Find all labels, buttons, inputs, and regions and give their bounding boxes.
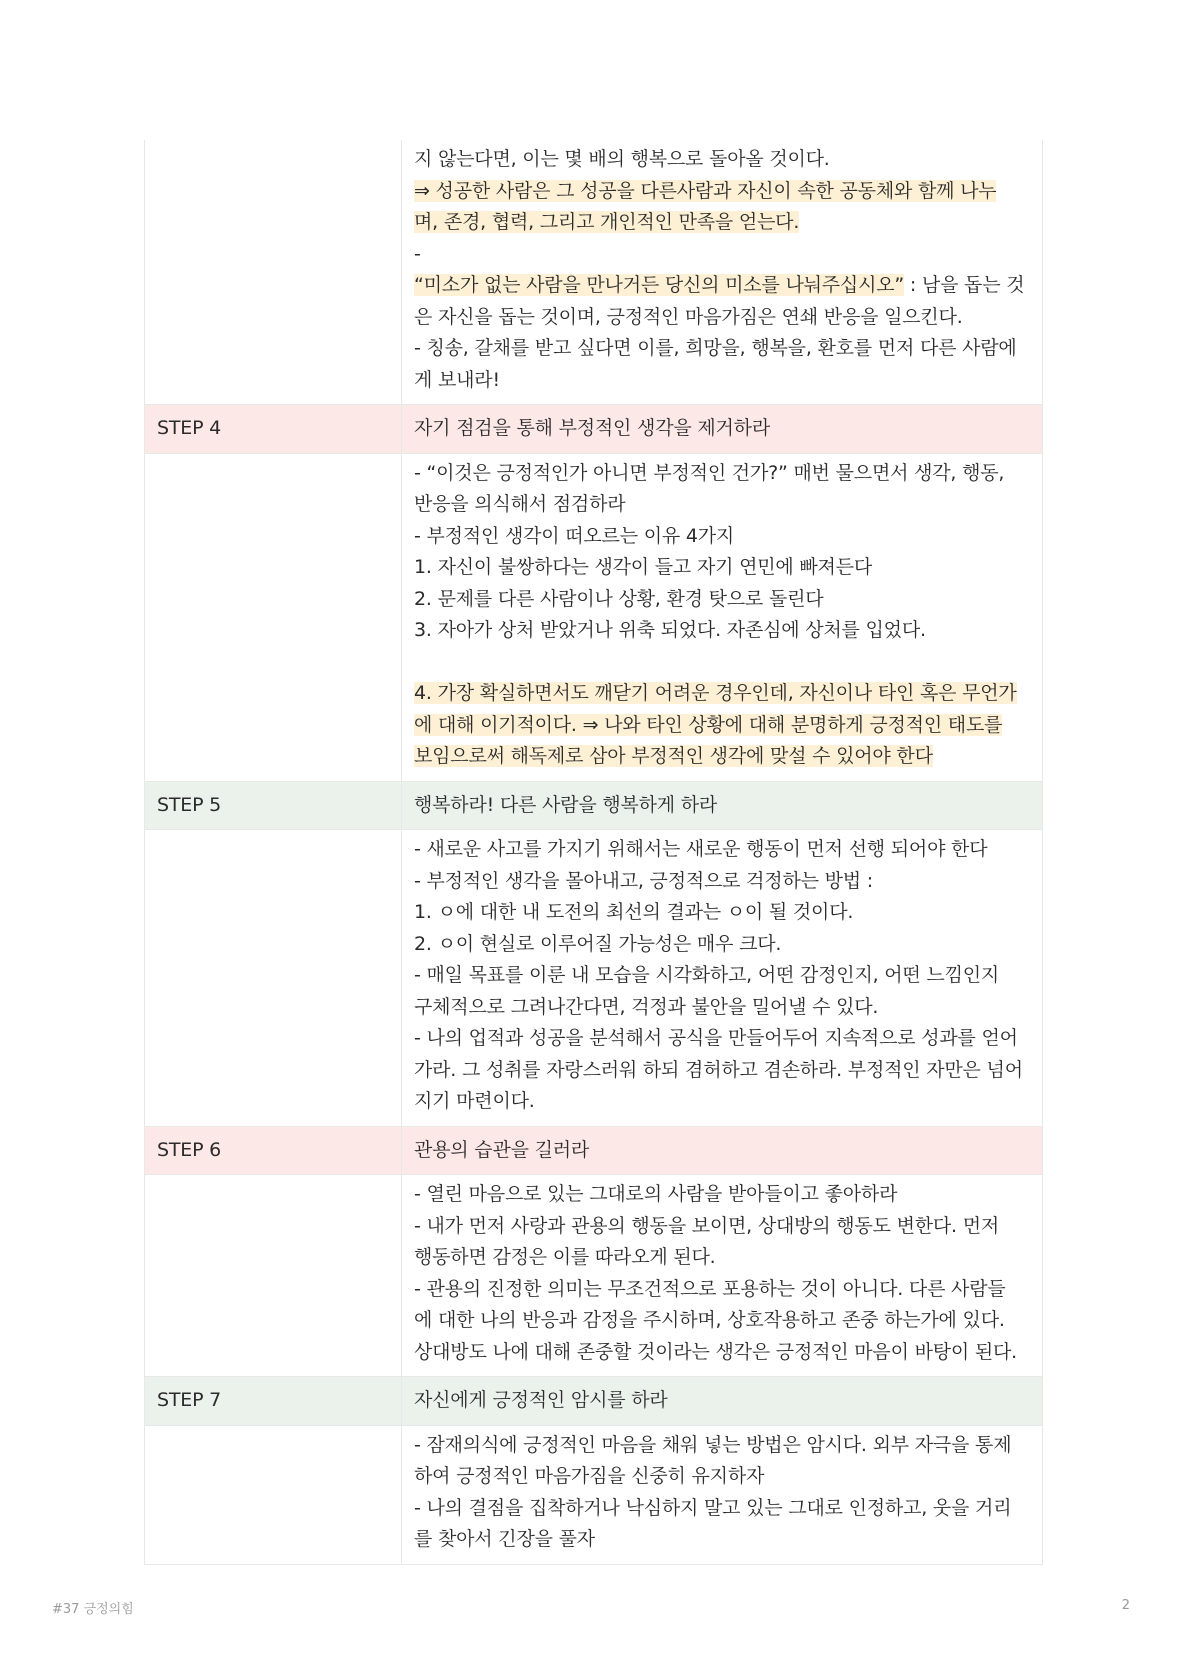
content-line [414,365,1030,397]
content-line [414,552,1030,584]
step-content [402,140,1043,405]
line-text: 지 않는다면, 이는 몇 배의 행복으로 돌아올 것이다. [414,148,830,170]
content-line [414,615,1030,647]
step-title: 관용의 습관을 길러라 [402,1126,1043,1175]
line-text: 가라. 그 성취를 자랑스러워 하되 겸허하고 겸손하라. 부정적인 자만은 넘어 [414,1058,1023,1081]
content-line [414,678,1030,710]
content-line [414,302,1030,334]
highlighted-text: 4. 가장 확실하면서도 깨닫기 어려운 경우인데, 자신이나 타인 혹은 무언가 [414,682,1017,704]
step-header-row [145,1377,1043,1426]
content-line [414,333,1030,365]
empty-label-cell [145,453,402,781]
empty-label-cell [145,830,402,1127]
content-line [414,897,1030,929]
content-line [414,929,1030,961]
highlighted-text: ⇒ 성공한 사람은 그 성공을 다른사람과 자신이 속한 공동체와 함께 나누 [414,179,997,202]
footer-doc-title: #37 긍정의힘 [52,1602,134,1617]
line-text: 구체적으로 그려나간다면, 걱정과 불안을 밀어낼 수 있다. [414,995,879,1018]
content-line [414,584,1030,616]
step-content [402,453,1043,781]
step-label: STEP 4 [145,405,402,454]
content-line [414,1055,1030,1087]
content-line [414,960,1030,992]
content-line [414,741,1030,773]
content-line [414,1461,1030,1493]
empty-label-cell [145,140,402,405]
line-text: - “이것은 긍정적인가 아니면 부정적인 건가?” 매번 물으면서 생각, 행동, [414,461,1005,484]
line-text: 에 대한 나의 반응과 감정을 주시하며, 상호작용하고 존중 하는가에 있다. [414,1309,1005,1331]
content-line [414,866,1030,898]
line-text: 반응을 의식해서 점검하라 [414,493,626,515]
highlighted-text: 보임으로써 해독제로 삼아 부정적인 생각에 맞설 수 있어야 한다 [414,745,933,767]
line-text: - 부정적인 생각이 떠오르는 이유 4가지 [414,524,735,547]
step-label: STEP 7 [145,1377,402,1426]
step-content-row [145,1425,1043,1564]
content-line [414,1086,1030,1118]
line-text: 1. ㅇ에 대한 내 도전의 최선의 결과는 ㅇ이 될 것이다. [414,901,854,923]
empty-label-cell [145,1175,402,1377]
content-line [414,270,1030,302]
step-content-row [145,830,1043,1127]
step-content [402,1425,1043,1564]
step-content [402,830,1043,1127]
highlighted-text: 며, 존경, 협력, 그리고 개인적인 만족을 얻는다. [414,211,800,233]
line-text: - 칭송, 갈채를 받고 싶다면 이를, 희망을, 행복을, 환호를 먼저 다른 사람에 [414,337,1017,359]
line-text: - 새로운 사고를 가지기 위해서는 새로운 행동이 먼저 선행 되어야 한다 [414,838,988,860]
content-line [414,834,1030,866]
line-text: - 내가 먼저 사랑과 관용의 행동을 보이면, 상대방의 행동도 변한다. 먼저 [414,1214,1000,1237]
content-line [414,176,1030,208]
line-text: 하여 긍정적인 마음가짐을 신중히 유지하자 [414,1465,765,1487]
step-title: 자기 점검을 통해 부정적인 생각을 제거하라 [402,405,1043,454]
content-line [414,521,1030,553]
line-text: 상대방도 나에 대해 존중할 것이라는 생각은 긍정적인 마음이 바탕이 된다. [414,1340,1018,1363]
line-text: - 열린 마음으로 있는 그대로의 사람을 받아들이고 좋아하라 [414,1183,898,1205]
step-content-row [145,140,1043,405]
content-line [414,1430,1030,1462]
line-text: 2. 문제를 다른 사람이나 상황, 환경 탓으로 돌린다 [414,587,824,610]
line-text: 지기 마련이다. [414,1090,535,1112]
content-line [414,1211,1030,1243]
content-line [414,207,1030,239]
line-text: - 매일 목표를 이룬 내 모습을 시각화하고, 어떤 감정인지, 어떤 느낌인지 [414,964,1000,986]
line-text: 은 자신을 돕는 것이며, 긍정적인 마음가짐은 연쇄 반응을 일으킨다. [414,305,963,328]
line-text: - [414,242,421,265]
content-line [414,239,1030,271]
step-header-row [145,405,1043,454]
content-line [414,1493,1030,1525]
content-line [414,1179,1030,1211]
content-line [414,458,1030,490]
line-text: - 잠재의식에 긍정적인 마음을 채워 넣는 방법은 암시다. 외부 자극을 통제 [414,1433,1012,1456]
content-line [414,1023,1030,1055]
content-line [414,1337,1030,1369]
content-line [414,647,1030,679]
step-title: 자신에게 긍정적인 암시를 하라 [402,1377,1043,1426]
steps-table [144,140,1043,1565]
content-line [414,144,1030,176]
step-label: STEP 6 [145,1126,402,1175]
content-line [414,1305,1030,1337]
content-line [414,1524,1030,1556]
line-text: : 남을 돕는 것 [904,274,1025,296]
step-header-row [145,781,1043,830]
line-text: - 부정적인 생각을 몰아내고, 긍정적으로 걱정하는 방법 : [414,869,873,892]
line-text: - 관용의 진정한 의미는 무조건적으로 포용하는 것이 아니다. 다른 사람들 [414,1277,1006,1300]
line-text: 를 찾아서 긴장을 풀자 [414,1528,595,1550]
line-text: 2. ㅇ이 현실로 이루어질 가능성은 매우 크다. [414,932,782,955]
line-text: 게 보내라! [414,368,500,391]
content-line [414,1274,1030,1306]
step-header-row [145,1126,1043,1175]
empty-label-cell [145,1425,402,1564]
footer-page-number: 2 [1121,1598,1130,1613]
step-content-row [145,453,1043,781]
content-line [414,710,1030,742]
step-content-row [145,1175,1043,1377]
step-content [402,1175,1043,1377]
line-text: 3. 자아가 상처 받았거나 위축 되었다. 자존심에 상처를 입었다. [414,619,926,641]
content-line [414,1242,1030,1274]
step-label: STEP 5 [145,781,402,830]
highlighted-text: 에 대해 이기적이다. ⇒ 나와 타인 상황에 대해 분명하게 긍정적인 태도를 [414,713,1003,736]
line-text: - 나의 업적과 성공을 분석해서 공식을 만들어두어 지속적으로 성과를 얻어 [414,1027,1018,1049]
step-title: 행복하라! 다른 사람을 행복하게 하라 [402,781,1043,830]
highlighted-quote: “미소가 없는 사람을 만나거든 당신의 미소를 나눠주십시오” [414,274,905,296]
content-line [414,992,1030,1024]
line-text: 1. 자신이 불쌍하다는 생각이 들고 자기 연민에 빠져든다 [414,556,872,578]
line-text: - 나의 결점을 집착하거나 낙심하지 말고 있는 그대로 인정하고, 웃을 거리 [414,1496,1012,1519]
content-line [414,489,1030,521]
line-text: 행동하면 감정은 이를 따라오게 된다. [414,1246,716,1268]
